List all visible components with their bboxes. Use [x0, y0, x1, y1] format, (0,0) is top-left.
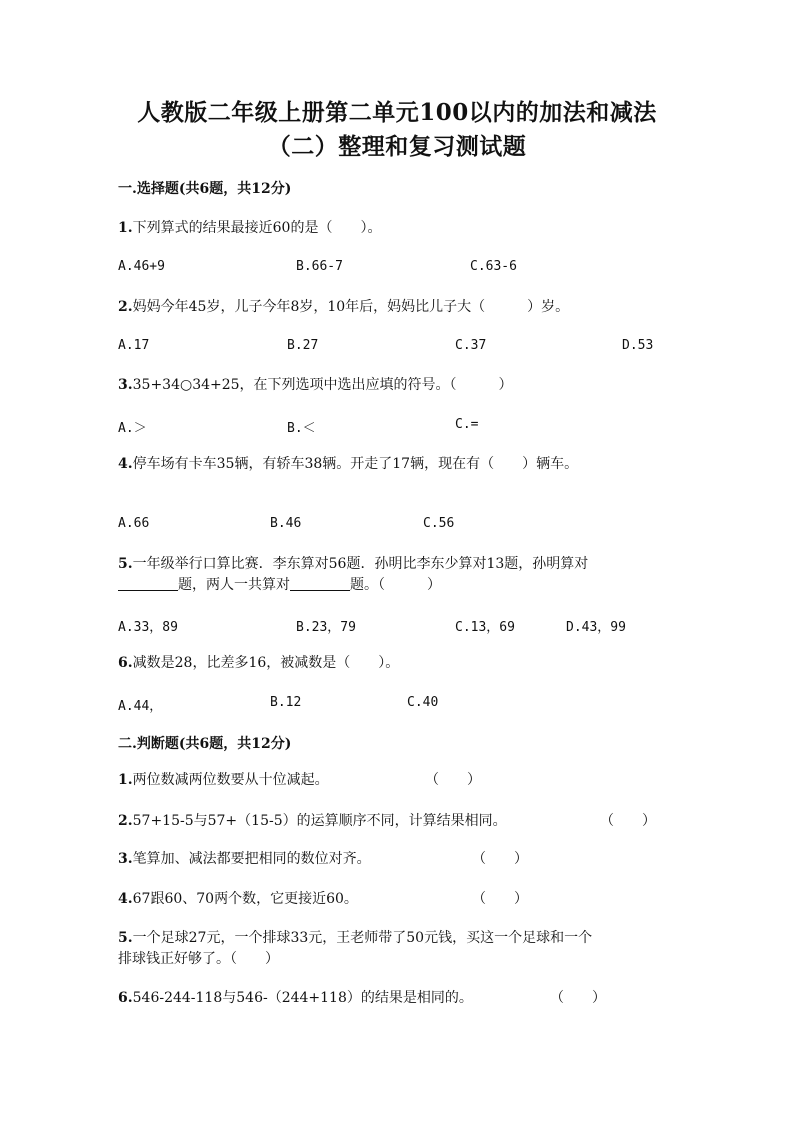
option-a[interactable]: A.66	[118, 516, 150, 531]
answer-parentheses[interactable]: （ ）	[472, 891, 528, 907]
question-1	[118, 218, 381, 238]
option-a[interactable]: A.44，	[118, 699, 163, 714]
question-number: 5.	[118, 556, 133, 572]
tf-question-5-line2: 排球钱正好够了。（ ）	[118, 951, 279, 967]
question-4	[118, 454, 578, 474]
option-c[interactable]: C.40	[407, 695, 439, 710]
question-text: 一个足球27元，一个排球33元，王老师带了50元钱，买这一个足球和一个	[132, 930, 593, 946]
tf-question-5	[118, 928, 592, 948]
option-b[interactable]: B.46	[270, 516, 302, 531]
question-text: 题，两人一共算对	[178, 577, 290, 593]
option-c[interactable]: C.63-6	[470, 259, 517, 274]
question-text: 题。（ ）	[350, 577, 441, 593]
question-number: 2.	[118, 299, 133, 315]
question-text: 笔算加、减法都要把相同的数位对齐。	[132, 851, 371, 867]
option-b[interactable]: B.27	[287, 338, 319, 353]
question-text: 546-244-118与546-（244+118）的结果是相同的。	[132, 990, 473, 1006]
question-number: 3.	[118, 851, 133, 867]
question-number: 1.	[118, 772, 133, 788]
question-number: 4.	[118, 456, 133, 472]
question-text: 两位数减两位数要从十位减起。	[132, 772, 329, 788]
tf-question-6	[118, 988, 473, 1008]
option-a[interactable]: A.46+9	[118, 259, 165, 274]
answer-parentheses[interactable]: （ ）	[425, 772, 481, 788]
page-title-line2: （二）整理和复习测试题	[267, 133, 527, 160]
option-a[interactable]: A.33，89	[118, 620, 178, 635]
answer-parentheses[interactable]: （ ）	[550, 990, 606, 1006]
option-a[interactable]: A.17	[118, 338, 150, 353]
question-text: 减数是28，比差多16，被减数是（ ）。	[132, 655, 400, 671]
question-number: 6.	[118, 990, 133, 1006]
question-number: 6.	[118, 655, 133, 671]
question-text: 一年级举行口算比赛．李东算对56题．孙明比李东少算对13题，孙明算对	[132, 556, 589, 572]
option-a[interactable]: A.＞	[118, 421, 147, 436]
section-heading-multiple-choice: 一.选择题(共6题，共12分)	[118, 181, 292, 197]
question-5	[118, 554, 588, 574]
answer-parentheses[interactable]: （ ）	[600, 813, 656, 829]
answer-blank[interactable]	[290, 576, 350, 591]
question-text: 下列算式的结果最接近60的是（ ）。	[132, 220, 382, 236]
question-number: 3.	[118, 377, 133, 393]
question-number: 4.	[118, 891, 133, 907]
question-5-line2	[118, 575, 441, 595]
question-text: 35+34○34+25，在下列选项中选出应填的符号。（ ）	[132, 377, 513, 393]
option-d[interactable]: D.53	[622, 338, 654, 353]
question-number: 1.	[118, 220, 133, 236]
answer-blank[interactable]	[118, 576, 178, 591]
question-text: 妈妈今年45岁，儿子今年8岁，10年后，妈妈比儿子大（ ）岁。	[132, 299, 570, 315]
option-c[interactable]: C.13，69	[455, 620, 515, 635]
option-d[interactable]: D.43，99	[566, 620, 626, 635]
option-c[interactable]: C.=	[455, 417, 479, 432]
question-number: 2.	[118, 813, 133, 829]
answer-parentheses[interactable]: （ ）	[472, 851, 528, 867]
option-b[interactable]: B.23，79	[296, 620, 356, 635]
option-c[interactable]: C.56	[423, 516, 455, 531]
tf-question-4	[118, 889, 358, 909]
question-6	[118, 653, 399, 673]
option-b[interactable]: B.12	[270, 695, 302, 710]
tf-question-3	[118, 849, 371, 869]
question-text: 停车场有卡车35辆，有轿车38辆。开走了17辆，现在有（ ）辆车。	[132, 456, 579, 472]
option-b[interactable]: B.＜	[287, 421, 316, 436]
question-text: 57+15-5与57+（15-5）的运算顺序不同，计算结果相同。	[132, 813, 507, 829]
question-number: 5.	[118, 930, 133, 946]
question-2	[118, 297, 569, 317]
question-3	[118, 375, 513, 395]
tf-question-1	[118, 770, 329, 790]
page-title-line1: 人教版二年级上册第二单元100以内的加法和减法	[137, 99, 657, 126]
tf-question-2	[118, 811, 507, 831]
option-b[interactable]: B.66-7	[296, 259, 343, 274]
section-heading-true-false: 二.判断题(共6题，共12分)	[118, 736, 292, 752]
question-text: 67跟60、70两个数，它更接近60。	[132, 891, 358, 907]
option-c[interactable]: C.37	[455, 338, 487, 353]
